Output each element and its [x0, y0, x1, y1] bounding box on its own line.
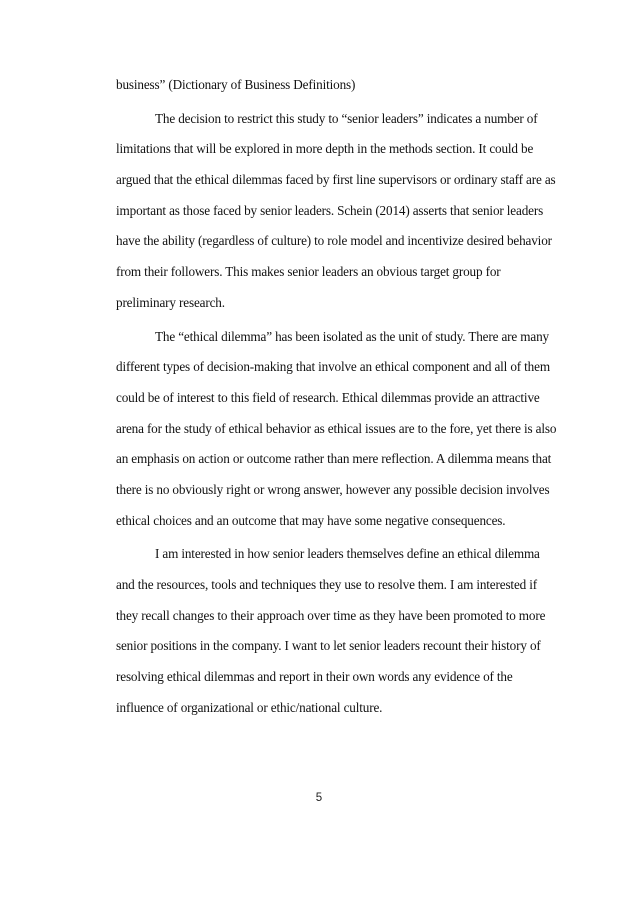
text-line: could be of interest to this field of research. Ethical dilemmas provide an attractive — [116, 389, 540, 405]
text-line: different types of decision-making that involve an ethical component and all of them — [116, 359, 550, 375]
text-line: The decision to restrict this study to “senior leaders” indicates a number of — [155, 110, 538, 126]
text-line: The “ethical dilemma” has been isolated as the unit of study. There are many — [155, 328, 549, 344]
text-line: have the ability (regardless of culture) to role model and incentivize desired behavior — [116, 233, 552, 249]
paragraph-continuation — [116, 70, 541, 101]
text-line: argued that the ethical dilemmas faced by first line supervisors or ordinary staff are as — [116, 172, 556, 188]
text-line: they recall changes to their approach over time as they have been promoted to more — [116, 607, 546, 623]
text-line: limitations that will be explored in more depth in the methods section. It could be — [116, 141, 534, 157]
paragraph-research-interest — [116, 539, 546, 723]
text-line: I am interested in how senior leaders themselves define an ethical dilemma — [155, 546, 540, 562]
text-line: arena for the study of ethical behavior as ethical issues are to the fore, yet there is also — [116, 420, 557, 436]
text-line: influence of organizational or ethic/national culture. — [116, 699, 383, 715]
text-line: resolving ethical dilemmas and report in their own words any evidence of the — [116, 669, 513, 685]
text-line: an emphasis on action or outcome rather than mere reflection. A dilemma means that — [116, 451, 552, 467]
text-line: there is no obviously right or wrong answer, however any possible decision involves — [116, 481, 550, 497]
page-number: 5 — [315, 792, 323, 804]
text-line: preliminary research. — [116, 294, 225, 310]
paragraph-senior-leaders — [116, 104, 556, 319]
text-line: business” (Dictionary of Business Definitions) — [116, 77, 356, 92]
text-line: important as those faced by senior leaders. Schein (2014) asserts that senior leaders — [116, 202, 544, 218]
text-line: senior positions in the company. I want to let senior leaders recount their history of — [116, 638, 541, 654]
text-line: from their followers. This makes senior leaders an obvious target group for — [116, 264, 501, 280]
text-line: and the resources, tools and techniques they use to resolve them. I am interested if — [116, 577, 537, 592]
text-line: ethical choices and an outcome that may have some negative consequences. — [116, 512, 506, 528]
paragraph-ethical-dilemma — [116, 322, 557, 537]
body-text — [116, 70, 557, 723]
